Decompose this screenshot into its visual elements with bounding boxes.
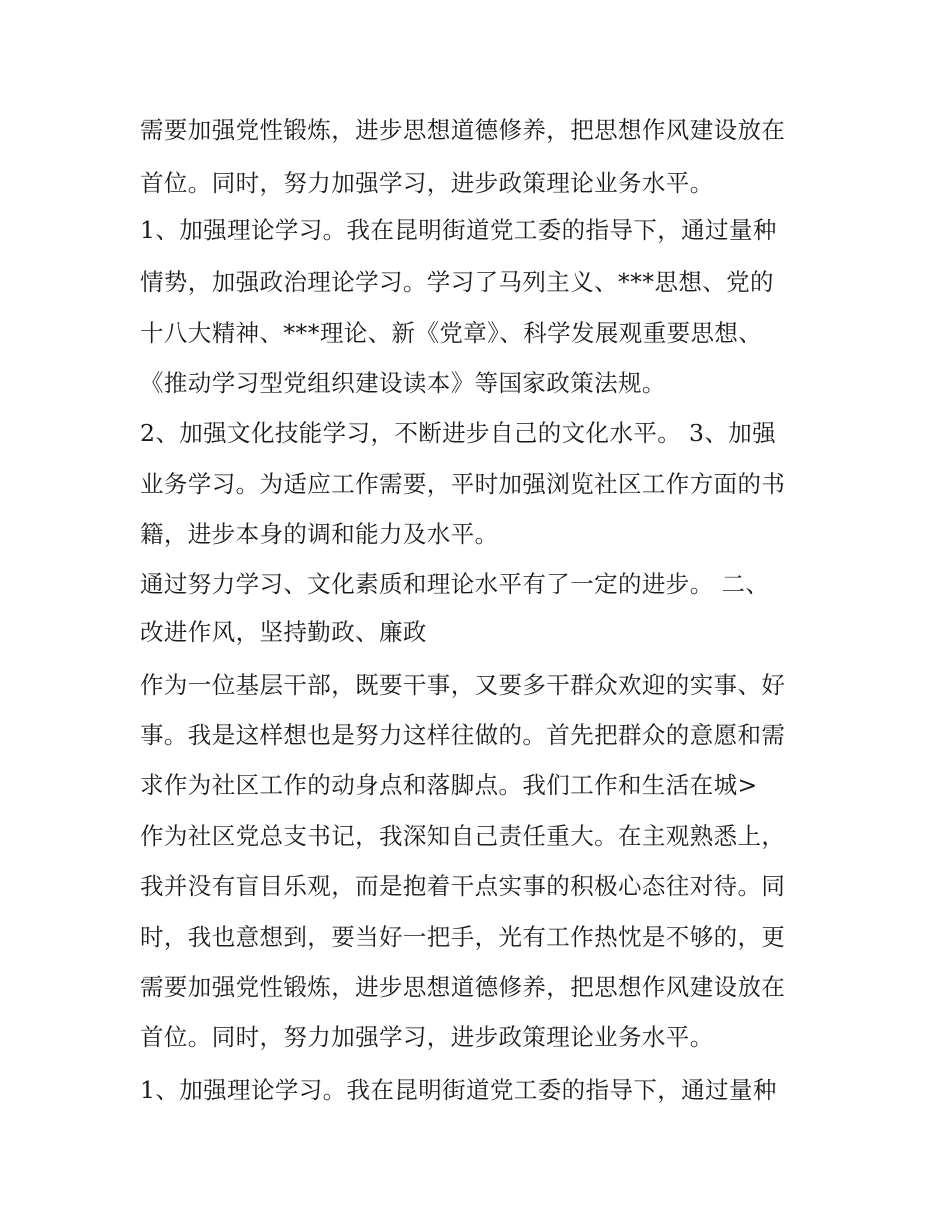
text-line: 时，我也意想到，要当好一把手，光有工作热忱是不够的，更 xyxy=(140,923,786,951)
text-line: 《推动学习型党组织建设读本》等国家政策法规。 xyxy=(140,369,666,397)
text-line: 事。我是这样想也是努力这样往做的。首先把群众的意愿和需 xyxy=(140,721,786,749)
text-line: 求作为社区工作的动身点和落脚点。我们工作和生活在城> xyxy=(140,771,758,799)
text-line: 情势，加强政治理论学习。学习了马列主义、***思想、党的 xyxy=(140,268,774,296)
text-line: 业务学习。为适应工作需要，平时加强浏览社区工作方面的书 xyxy=(140,470,786,498)
text-line: 需要加强党性锻炼，进步思想道德修养，把思想作风建设放在 xyxy=(140,116,786,144)
text-line: 需要加强党性锻炼，进步思想道德修养，把思想作风建设放在 xyxy=(140,973,786,1001)
text-line: 首位。同时，努力加强学习，进步政策理论业务水平。 xyxy=(140,1023,714,1051)
text-line: 1、加强理论学习。我在昆明街道党工委的指导下，通过量种 xyxy=(140,1076,777,1104)
text-line: 我并没有盲目乐观，而是抱着干点实事的积极心态往对待。同 xyxy=(140,872,786,900)
text-line: 首位。同时，努力加强学习，进步政策理论业务水平。 xyxy=(140,169,714,197)
text-line: 2、加强文化技能学习，不断进步自己的文化水平。 3、加强 xyxy=(140,419,777,447)
text-line: 作为社区党总支书记，我深知自己责任重大。在主观熟悉上， xyxy=(140,822,786,850)
text-line: 1、加强理论学习。我在昆明街道党工委的指导下，通过量种 xyxy=(140,216,777,244)
text-line: 籍，进步本身的调和能力及水平。 xyxy=(140,520,499,548)
text-line: 作为一位基层干部，既要干事，又要多干群众欢迎的实事、好 xyxy=(140,671,786,699)
text-line: 十八大精神、***理论、新《党章》、科学发展观重要思想、 xyxy=(140,319,763,347)
text-line: 通过努力学习、文化素质和理论水平有了一定的进步。 二、 xyxy=(140,570,770,598)
text-line: 改进作风，坚持勤政、廉政 xyxy=(140,618,427,646)
